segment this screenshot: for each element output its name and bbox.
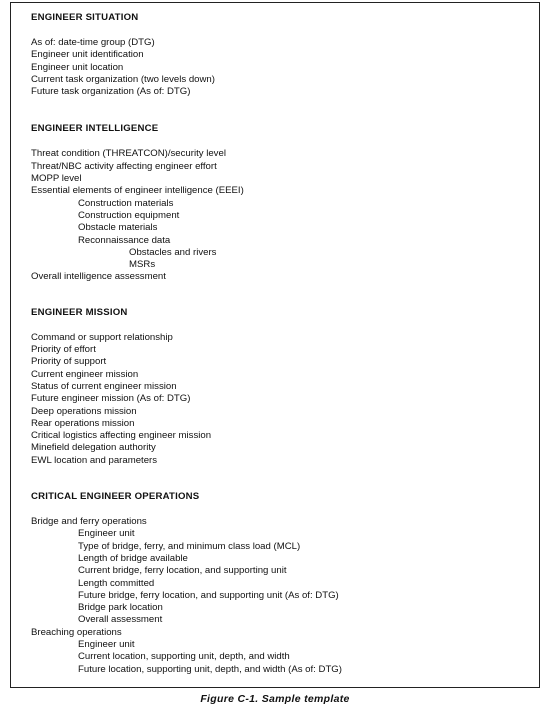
section-spacer xyxy=(31,467,531,491)
template-line: Length committed xyxy=(78,577,155,589)
template-line: Current task organization (two levels down) xyxy=(31,73,215,85)
template-line: Reconnaissance data xyxy=(78,234,171,246)
section xyxy=(31,307,531,467)
template-line: MSRs xyxy=(129,259,156,271)
template-line: Length of bridge available xyxy=(78,552,188,564)
template-line: Rear operations mission xyxy=(31,417,135,429)
template-line: Threat condition (THREATCON)/security level xyxy=(31,148,226,160)
template-line: EWL location and parameters xyxy=(31,454,158,466)
section-spacer xyxy=(31,98,531,123)
section-heading: CRITICAL ENGINEER OPERATIONS xyxy=(31,491,200,503)
template-line: Obstacle materials xyxy=(78,222,158,234)
template-line: Current bridge, ferry location, and supporting unit xyxy=(78,565,287,577)
template-line: Status of current engineer mission xyxy=(31,380,177,392)
template-line: Current location, supporting unit, depth, and width xyxy=(78,651,290,663)
template-line: Threat/NBC activity affecting engineer effort xyxy=(31,160,217,172)
template-line: Bridge and ferry operations xyxy=(31,516,147,528)
template-line: Critical logistics affecting engineer mission xyxy=(31,430,212,442)
template-frame xyxy=(10,2,540,688)
section-heading: ENGINEER MISSION xyxy=(31,306,128,318)
template-line: Future task organization (As of: DTG) xyxy=(31,86,191,98)
template-line: Future location, supporting unit, depth, and width (As of: DTG) xyxy=(78,663,342,675)
template-line: As of: date-time group (DTG) xyxy=(31,37,155,48)
template-line: Deep operations mission xyxy=(31,405,137,417)
template-line: Future engineer mission (As of: DTG) xyxy=(31,393,191,405)
section xyxy=(31,12,531,98)
template-line: Essential elements of engineer intelligence (EEEI) xyxy=(31,185,244,197)
template-line: Obstacles and rivers xyxy=(129,246,217,258)
section xyxy=(31,491,531,676)
template-line: Bridge park location xyxy=(78,602,163,614)
template-line: Priority of support xyxy=(31,356,107,368)
template-line: Type of bridge, ferry, and minimum class load (MCL) xyxy=(78,540,301,552)
template-line: Current engineer mission xyxy=(31,368,139,380)
template-line: MOPP level xyxy=(31,173,82,185)
section xyxy=(31,123,531,283)
template-line: Construction materials xyxy=(78,197,174,209)
template-line: Engineer unit xyxy=(78,528,135,540)
template-line: Breaching operations xyxy=(31,626,122,638)
template-line: Overall intelligence assessment xyxy=(31,271,166,283)
template-line: Engineer unit location xyxy=(31,61,124,73)
template-line: Future bridge, ferry location, and supporting unit (As of: DTG) xyxy=(78,589,339,601)
section-heading: ENGINEER SITUATION xyxy=(31,12,139,23)
figure-caption: Figure C-1. Sample template xyxy=(200,693,350,705)
template-line: Overall assessment xyxy=(78,614,163,626)
section-spacer xyxy=(31,284,531,307)
template-line: Priority of effort xyxy=(31,344,96,356)
template-line: Minefield delegation authority xyxy=(31,442,156,454)
section-heading: ENGINEER INTELLIGENCE xyxy=(31,123,159,135)
template-line: Engineer unit xyxy=(78,638,135,650)
template-content xyxy=(31,12,531,676)
template-line: Construction equipment xyxy=(78,209,180,221)
template-line: Command or support relationship xyxy=(31,331,173,343)
template-line: Engineer unit identification xyxy=(31,49,144,61)
